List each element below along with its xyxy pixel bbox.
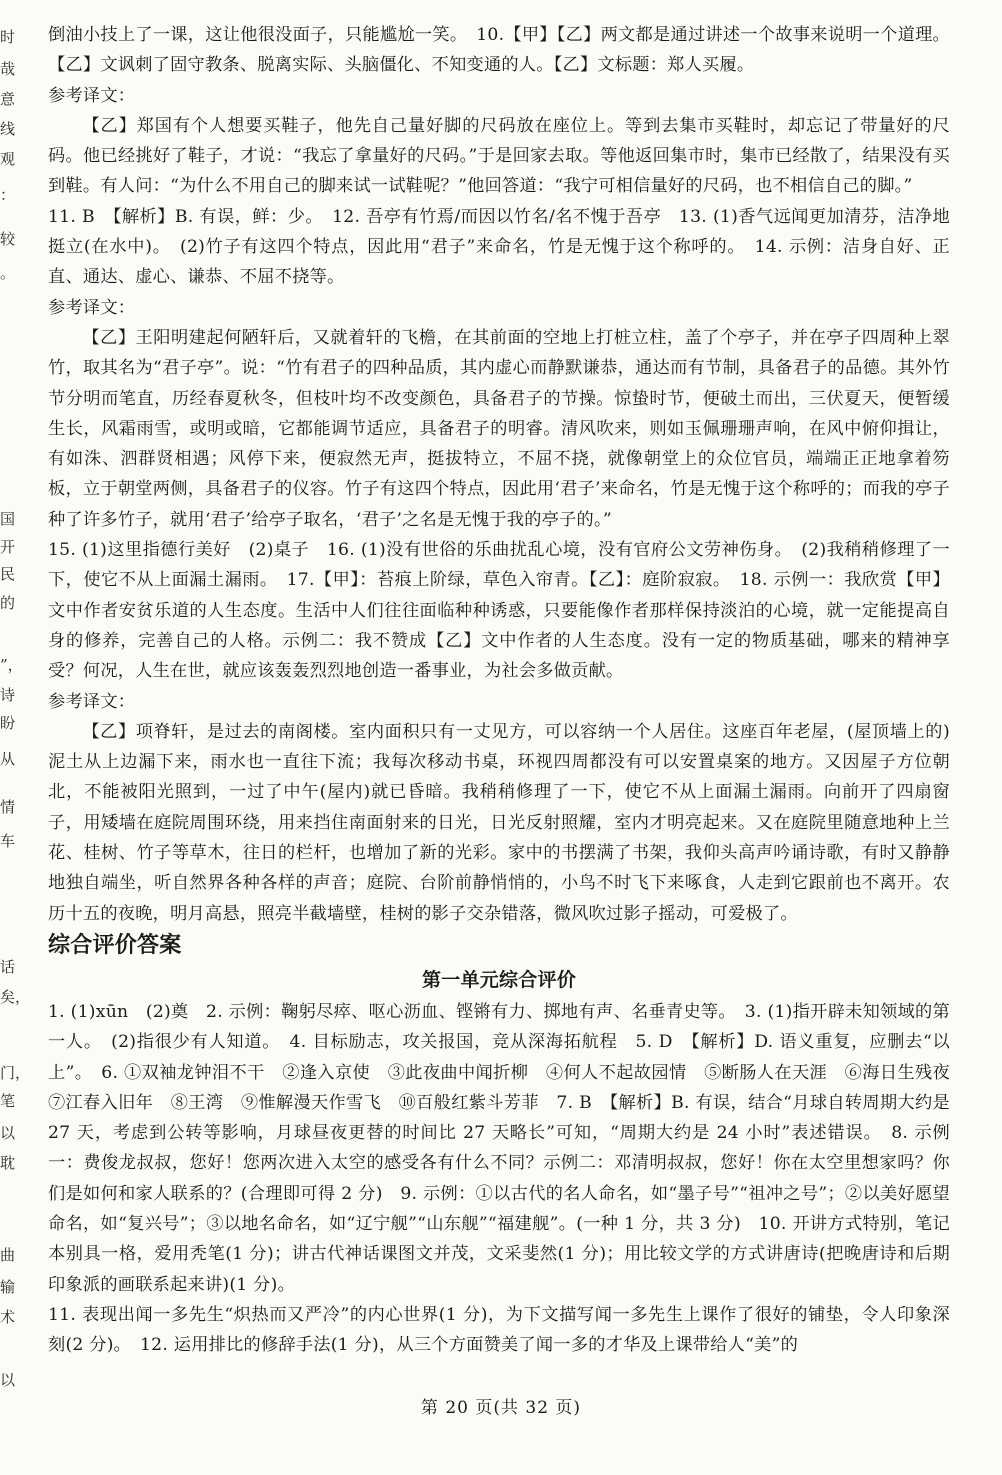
margin-fragment: 从 — [0, 750, 16, 768]
answer-paragraph: 15. (1)这里指德行美好 (2)桌子 16. (1)没有世俗的乐曲扰乱心境，没有官府公文劳神伤身。 (2)我稍稍修理了一下，使它不从上面漏土漏雨。 17.【甲】：苔痕上阶绿，草色入帘青。【乙】：庭阶寂寂。 18. 示例一：我欣赏【甲】文中作者安贫乐道的人生态度。生活中人们往往面临种种诱惑，只要能像作者那样保持淡泊的心境，就一定能提高自身的修养，完善自己的人格。示例二：我不赞成【乙】文中作者的人生态度。没有一定的物质基础，哪来的精神享受？何况，人生在世，就应该轰轰烈烈地创造一番事业，为社会多做贡献。 — [48, 540, 950, 682]
margin-fragment: 情 — [0, 798, 16, 816]
margin-fragment: 的 — [0, 594, 16, 612]
translation-paragraph: 【乙】王阳明建起何陋轩后，又就着轩的飞檐，在其前面的空地上打桩立柱，盖了个亭子，并在亭子四周种上翠竹，取其名为“君子亭”。说：“竹有君子的四种品质，其内虚心而静默谦恭，通达而有节制，具备君子的品德。其外竹节分明而笔直，历经春夏秋冬，但枝叶均不改变颜色，具备君子的节操。惊蛰时节，便破土而出，三伏夏天，便暂缓生长，风霜雨雪，或明或暗，它都能调节适应，具备君子的明睿。清风吹来，则如玉佩珊珊声响，在风中俯仰揖让，有如洙、泗群贤相遇；风停下来，便寂然无声，挺拔特立，不屈不挠，就像朝堂上的众位官员，端端正正地拿着笏板，立于朝堂两侧，具备君子的仪容。竹子有这四个特点，因此用‘君子’来命名，竹是无愧于这个称呼的；而我的亭子种了许多竹子，就用‘君子’给亭子取名，‘君子’之名是无愧于我的亭子的。” — [48, 327, 950, 530]
margin-fragment: 以 — [0, 1371, 16, 1389]
section-heading: 综合评价答案 — [48, 932, 182, 958]
margin-fragment: 诗 — [0, 686, 16, 704]
translation-label: 参考译文： — [48, 85, 136, 106]
margin-fragment: 观 — [0, 150, 16, 168]
margin-fragment: 开 — [0, 538, 16, 556]
margin-fragment: ”， — [0, 656, 23, 674]
answer-paragraph: 11. 表现出闻一多先生“炽热而又严冷”的内心世界(1 分)，为下文描写闻一多先生上课作了很好的铺垫，令人印象深刻(2 分)。 12. 运用排比的修辞手法(1 分)，从三个方面赞美了闻一多的才华及上课带给人“美”的 — [48, 1304, 950, 1356]
page-footer: 第 20 页(共 32 页) — [420, 1398, 582, 1418]
margin-fragment: 线 — [0, 120, 16, 138]
margin-fragment: 门， — [0, 1064, 31, 1082]
left-margin-fragments — [0, 0, 31, 1400]
translation-label: 参考译文： — [48, 691, 136, 712]
translation-paragraph: 【乙】项脊轩，是过去的南阁楼。室内面积只有一丈见方，可以容纳一个人居住。这座百年老屋，(屋顶墙上的)泥土从上边漏下来，雨水也一直往下流；我每次移动书桌，环视四周都没有可以安置桌案的地方。又因屋子方位朝北，不能被阳光照到，一过了中午(屋内)就已昏暗。我稍稍修理了一下，使它不从上面漏土漏雨。向前开了四扇窗子，用矮墙在庭院周围环绕，用来挡住南面射来的日光，日光反射照耀，室内才明亮起来。又在庭院里随意地种上兰花、桂树、竹子等草木，往日的栏杆，也增加了新的光彩。家中的书摆满了书架，我仰头高声吟诵诗歌，有时又静静地独自端坐，听自然界各种各样的声音；庭院、台阶前静悄悄的，小鸟不时飞下来啄食，人走到它跟前也不离开。农历十五的夜晚，明月高悬，照亮半截墙壁，桂树的影子交杂错落，微风吹过影子摇动，可爱极了。 — [48, 721, 950, 924]
margin-fragment: 耽 — [0, 1154, 16, 1172]
margin-fragment: 盼 — [0, 714, 16, 732]
unit-heading: 第一单元综合评价 — [421, 968, 576, 991]
margin-fragment: 国 — [0, 510, 16, 528]
answer-content — [48, 20, 968, 1360]
margin-fragment: 曲 — [0, 1246, 16, 1264]
margin-fragment: 。 — [0, 264, 16, 282]
margin-fragment: 较 — [0, 230, 16, 248]
margin-fragment: 车 — [0, 832, 16, 850]
answer-paragraph: 倒油小技上了一课，这让他很没面子，只能尴尬一笑。 10.【甲】【乙】两文都是通过讲述一个故事来说明一个道理。【乙】文讽刺了固守教条、脱离实际、头脑僵化、不知变通的人。【乙】文标题：郑人买履。 — [48, 25, 950, 76]
margin-fragment: 术 — [0, 1308, 16, 1326]
margin-fragment: ： — [0, 186, 16, 204]
margin-fragment: 哉 — [0, 60, 16, 78]
margin-fragment: 以 — [0, 1124, 16, 1142]
answer-paragraph: 1. (1)xūn (2)奠 2. 示例：鞠躬尽瘁、呕心沥血、铿锵有力、掷地有声、名垂青史等。 3. (1)指开辟未知领域的第一人。 (2)指很少有人知道。 4. 目标励志，攻关报国，竞从深海拓航程 5. D 【解析】D. 语义重复，应删去“以上”。 6. ①双袖龙钟泪不干 ②逢入京使 ③此夜曲中闻折柳 ④何人不起故园情 ⑤断肠人在天涯 ⑥海日生残夜 ⑦江春入旧年 ⑧王湾 ⑨惟解漫天作雪飞 ⑩百般红紫斗芳菲 7. B 【解析】B. 有误，结合“月球自转周期大约是 27 天，考虑到公转等影响，月球昼夜更替的时间比 27 天略长”可知，“周期大约是 24 小时”表述错误。 8. 示例一：费俊龙叔叔，您好！您两次进入太空的感受各有什么不同？示例二：邓清明叔叔，您好！你在太空里想家吗？你们是如何和家人联系的？(合理即可得 2 分) 9. 示例：①以古代的名人命名，如“墨子号”“祖冲之号”；②以美好愿望命名，如“复兴号”；③以地名命名，如“辽宁舰”“山东舰”“福建舰”。(一种 1 分，共 3 分) 10. 开讲方式特别，笔记本别具一格，爱用秃笔(1 分)；讲古代神话课图文并茂，文采斐然(1 分)；用比较文学的方式讲唐诗(把晚唐诗和后期印象派的画联系起来讲)(1 分)。 — [48, 1001, 968, 1295]
margin-fragment: 笔 — [0, 1092, 16, 1110]
translation-paragraph: 【乙】郑国有个人想要买鞋子，他先自己量好脚的尺码放在座位上。等到去集市买鞋时，却忘记了带量好的尺码。他已经挑好了鞋子，才说：“我忘了拿量好的尺码。”于是回家去取。等他返回集市时，集市已经散了，结果没有买到鞋。有人问：“为什么不用自己的脚来试一试鞋呢？”他回答道：“我宁可相信量好的尺码，也不相信自己的脚。” — [48, 115, 950, 197]
margin-fragment: 话 — [0, 958, 16, 976]
margin-fragment: 矣， — [0, 988, 31, 1006]
margin-fragment: 民 — [0, 565, 16, 583]
margin-fragment: 输 — [0, 1278, 16, 1296]
answer-paragraph: 11. B 【解析】B. 有误，鲜：少。 12. 吾亭有竹焉/而因以竹名/名不愧于吾亭 13. (1)香气远闻更加清芬，洁净地挺立(在水中)。 (2)竹子有这四个特点，因此用“君子”来命名，竹是无愧于这个称呼的。 14. 示例：洁身自好、正直、通达、虚心、谦恭、不屈不挠等。 — [48, 206, 950, 288]
translation-label: 参考译文： — [48, 297, 136, 318]
margin-fragment: 时 — [0, 28, 16, 46]
margin-fragment: 意 — [0, 90, 16, 108]
